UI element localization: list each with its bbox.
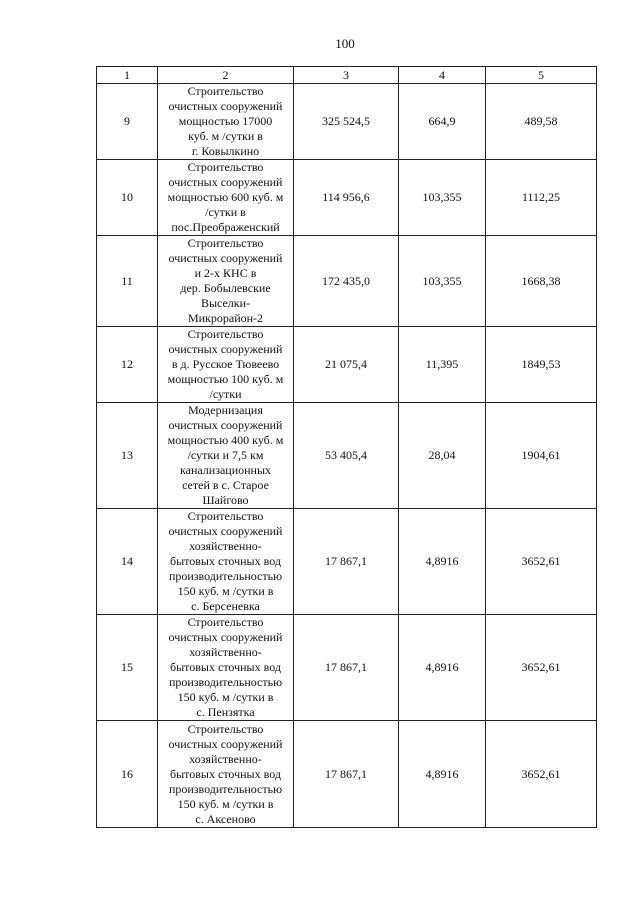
table-row	[97, 327, 597, 403]
cell-col3: 172 435,0	[294, 236, 399, 327]
page-number: 100	[335, 36, 355, 51]
row-number: 11	[97, 236, 158, 327]
facilities-table	[96, 66, 597, 828]
row-number: 9	[97, 84, 158, 160]
cell-col5: 3652,61	[486, 615, 597, 721]
cell-col5: 1904,61	[486, 403, 597, 509]
cell-col5: 1668,38	[486, 236, 597, 327]
cell-col3: 17 867,1	[294, 509, 399, 615]
cell-col4: 103,355	[399, 236, 486, 327]
row-number: 16	[97, 721, 158, 828]
table-row	[97, 160, 597, 236]
row-number: 14	[97, 509, 158, 615]
table-header-row	[97, 67, 597, 84]
cell-col3: 17 867,1	[294, 721, 399, 828]
cell-col3: 114 956,6	[294, 160, 399, 236]
facility-name: Модернизация очистных сооружений мощностью 400 куб. м /сутки и 7,5 км канализационных сетей в с. Старое Шайгово	[158, 403, 294, 509]
table-row	[97, 615, 597, 721]
cell-col4: 28,04	[399, 403, 486, 509]
facility-name: Строительство очистных сооружений в д. Русское Тювеево мощностью 100 куб. м /сутки	[158, 327, 294, 403]
facility-name: Строительство очистных сооружений хозяйственно- бытовых сточных вод производительностью 150 куб. м /сутки в с. Аксеново	[158, 721, 294, 828]
table-row	[97, 721, 597, 828]
cell-col4: 103,355	[399, 160, 486, 236]
cell-col3: 21 075,4	[294, 327, 399, 403]
cell-col5: 1849,53	[486, 327, 597, 403]
cell-col5: 3652,61	[486, 509, 597, 615]
column-header: 5	[486, 67, 597, 84]
cell-col5: 3652,61	[486, 721, 597, 828]
cell-col4: 664,9	[399, 84, 486, 160]
row-number: 15	[97, 615, 158, 721]
column-header: 4	[399, 67, 486, 84]
cell-col3: 17 867,1	[294, 615, 399, 721]
cell-col4: 4,8916	[399, 615, 486, 721]
row-number: 10	[97, 160, 158, 236]
cell-col5: 1112,25	[486, 160, 597, 236]
cell-col4: 4,8916	[399, 509, 486, 615]
facility-name: Строительство очистных сооружений и 2-х КНС в дер. Бобылевские Выселки- Микрорайон-2	[158, 236, 294, 327]
table-row	[97, 236, 597, 327]
cell-col5: 489,58	[486, 84, 597, 160]
facility-name: Строительство очистных сооружений мощностью 600 куб. м /сутки в пос.Преображенский	[158, 160, 294, 236]
row-number: 13	[97, 403, 158, 509]
facility-name: Строительство очистных сооружений хозяйственно- бытовых сточных вод производительностью 150 куб. м /сутки в с. Берсеневка	[158, 509, 294, 615]
column-header: 3	[294, 67, 399, 84]
cell-col4: 11,395	[399, 327, 486, 403]
column-header: 2	[158, 67, 294, 84]
table-row	[97, 84, 597, 160]
facility-name: Строительство очистных сооружений хозяйственно- бытовых сточных вод производительностью 150 куб. м /сутки в с. Пензятка	[158, 615, 294, 721]
row-number: 12	[97, 327, 158, 403]
cell-col3: 53 405,4	[294, 403, 399, 509]
cell-col4: 4,8916	[399, 721, 486, 828]
table-row	[97, 403, 597, 509]
table-row	[97, 509, 597, 615]
cell-col3: 325 524,5	[294, 84, 399, 160]
column-header: 1	[97, 67, 158, 84]
facility-name: Строительство очистных сооружений мощностью 17000 куб. м /сутки в г. Ковылкино	[158, 84, 294, 160]
